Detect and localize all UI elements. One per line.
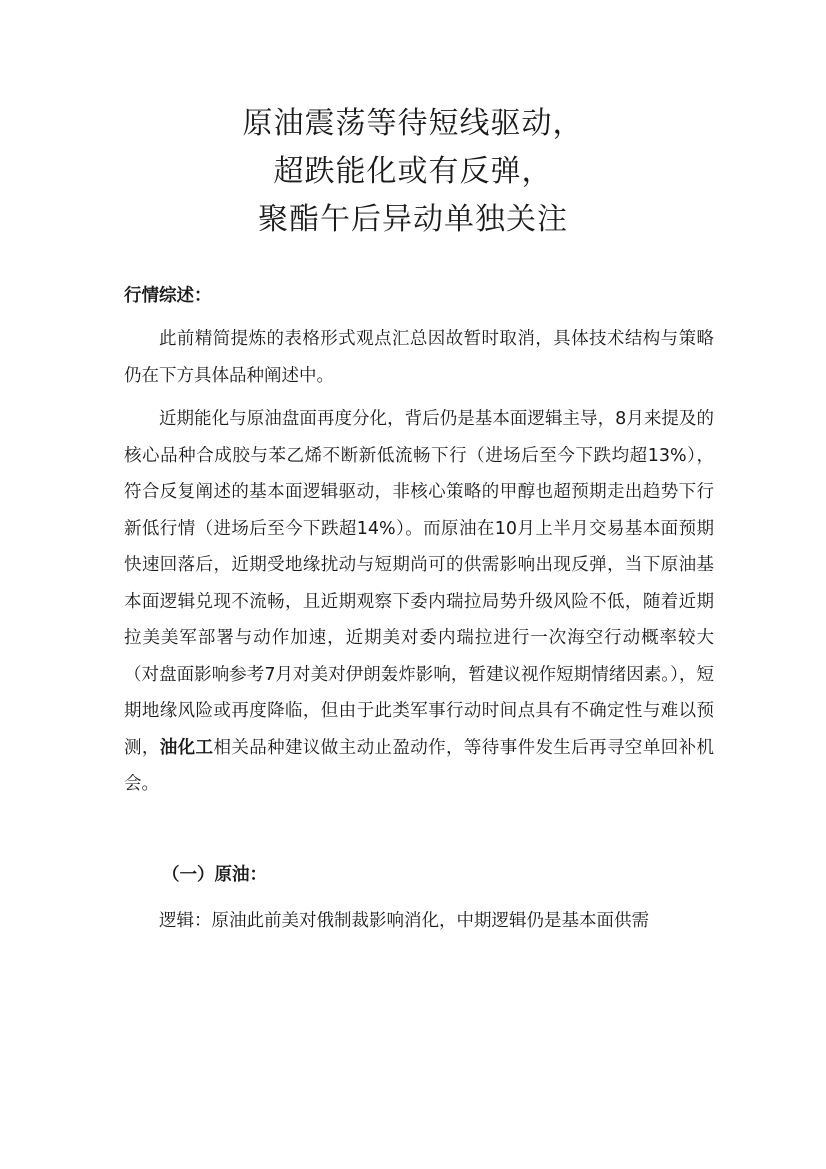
document-title <box>0 100 826 244</box>
document-body <box>124 278 714 939</box>
paragraph-2-text-b: 相关品种建议做主动止盈动作，等待事件发生后再寻空单回补机会。 <box>124 737 714 794</box>
overview-paragraph-2 <box>124 401 714 803</box>
overview-heading: 行情综述： <box>124 286 212 306</box>
title-line-1: 原油震荡等待短线驱动， <box>242 106 584 141</box>
crude-oil-logic: 逻辑：原油此前美对俄制裁影响消化，中期逻辑仍是基本面供需 <box>159 910 649 931</box>
title-line-2: 超跌能化或有反弹， <box>273 154 553 189</box>
title-line-3: 聚酯午后异动单独关注 <box>258 202 568 237</box>
overview-paragraph-1: 此前精简提炼的表格形式观点汇总因故暂时取消，具体技术结构与策略仍在下方具体品种阐述中。 <box>124 329 714 386</box>
crude-oil-heading: （一）原油： <box>162 864 267 885</box>
paragraph-2-text-a: 近期能化与原油盘面再度分化，背后仍是基本面逻辑主导，8月来提及的核心品种合成胶与苯乙烯不断新低流畅下行（进场后至今下跌均超13%），符合反复阐述的基本面逻辑驱动，非核心策略的甲醇也超预期走出趋势下行新低行情（进场后至今下跌超14%）。而原油在10月上半月交易基本面预期快速回落后，近期受地缘扰动与短期尚可的供需影响出现反弹，当下原油基本面逻辑兑现不流畅，且近期观察下委内瑞拉局势升级风险不低，随着近期拉美美军部署与动作加速，近期美对委内瑞拉进行一次海空行动概率较大（对盘面影响参考7月对美对伊朗轰炸影响，暂建议视作短期情绪因素。），短期地缘风险或再度降临，但由于此类军事行动时间点具有不确定性与难以预测， <box>124 409 714 758</box>
paragraph-2-bold-term: 油化工 <box>159 737 214 758</box>
